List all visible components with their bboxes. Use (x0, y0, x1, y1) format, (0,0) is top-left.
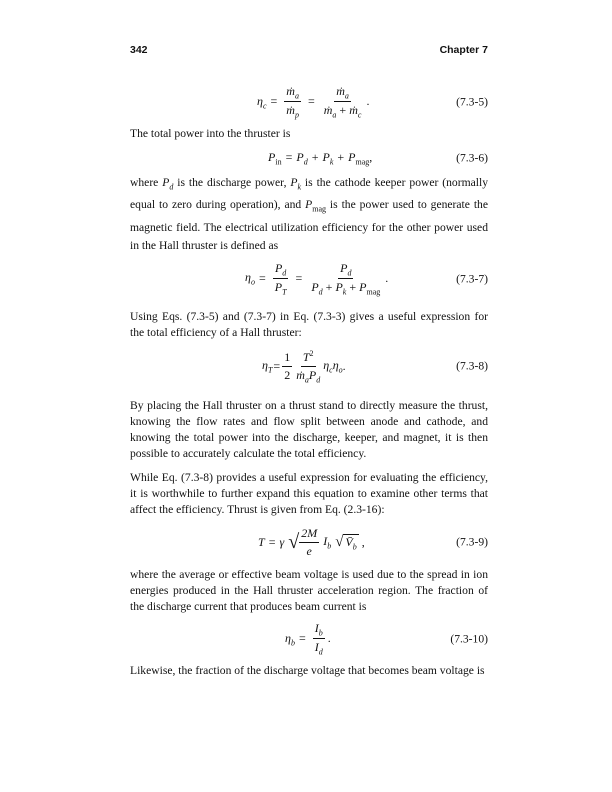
equation-row (130, 526, 488, 559)
equation-number: (7.3-7) (456, 272, 488, 286)
paragraph: Likewise, the fraction of the discharge voltage that becomes beam voltage is (130, 663, 485, 677)
paragraph (130, 174, 488, 255)
paragraph: The total power into the thruster is (130, 126, 291, 140)
equation-7-3-9: T = γ √ $\frac{2M}{e}$ $I_b$ √ $V̄_b$ , (258, 525, 365, 558)
math-symbol: $P_{mag}$ (305, 198, 327, 214)
paragraph-text: where $P_d$ is the discharge power, $P_k$ is the cathode keeper power (normally equal to zero during operation), and $P_{mag}$ is the power used to generate the magnetic field. The electrical utilization efficiency for the other power used in the Hall thruster is defined as (130, 176, 489, 252)
paragraph: Using Eqs. (7.3-5) and (7.3-7) in Eq. (7.3-3) gives a useful expression for the total efficiency of a Hall thruster: (130, 309, 488, 339)
equation-number: (7.3-10) (450, 632, 488, 646)
equation-number: (7.3-5) (456, 95, 488, 109)
equation-7-3-10: $\eta_b$ = $\frac{I_b}{I_d}$ . (285, 620, 331, 657)
equation-row (130, 349, 488, 384)
equation-row (130, 621, 488, 657)
equation-number: (7.3-6) (456, 151, 488, 165)
math-symbol: $P_d$ (162, 176, 174, 192)
equation-7-3-5: $\eta_c$ = $\frac{ṁ_a}{ṁ_p}$ = $\frac{ṁ_a}{ṁ_a + ṁ_c}$ . (257, 84, 370, 120)
paragraph: While Eq. (7.3-8) provides a useful expression for evaluating the efficiency, it is worthwhile to further expand this equation to examine other terms that affect the efficiency. Thrust is given from Eq. (2.3-16): (130, 470, 488, 516)
equation-7-3-6: $P_{in}$ = $P_d$ + $P_k$ + $P_{mag}$ , (268, 149, 373, 167)
math-symbol: $P_k$ (290, 176, 302, 192)
equation-row (130, 150, 488, 166)
page-body (130, 58, 488, 679)
chapter-title: Chapter 7 (439, 44, 488, 56)
equation-row (130, 261, 488, 297)
paragraph: where the average or effective beam voltage is used due to the spread in ion energies produced in the Hall thruster acceleration region. The fraction of the discharge current that produces beam current is (130, 567, 488, 613)
equation-7-3-8: $\eta_T$ = $\frac{1}{2}$ $\frac{T^2}{ṁ_aP_d}$ $\eta_c\eta_o$ . (262, 348, 346, 384)
paragraph: By placing the Hall thruster on a thrust stand to directly measure the thrust, knowing the flow rates and flow split between anode and cathode, and knowing the total power into the discharge, keeper, and magnet, it is then possible to accurately calculate the total efficiency. (130, 398, 488, 460)
equation-number: (7.3-9) (456, 535, 488, 549)
equation-7-3-7: $\eta_o$ = $\frac{P_d}{P_T}$ = $\frac{P_d}{P_d + P_k + P_{mag}}$ . (245, 260, 389, 297)
equation-number: (7.3-8) (456, 359, 488, 373)
page-number: 342 (130, 44, 148, 56)
equation-row (130, 84, 488, 120)
